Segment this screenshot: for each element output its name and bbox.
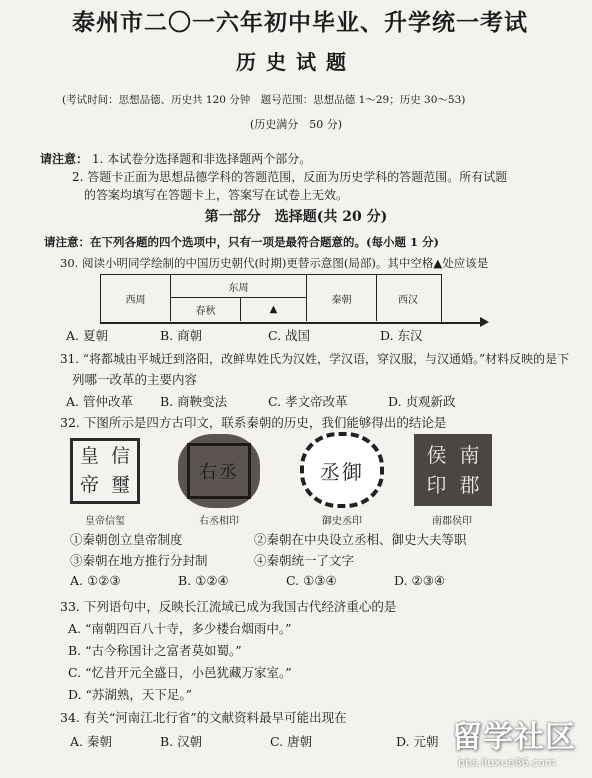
q32-statement-1: ①秦朝创立皇帝制度 <box>70 532 183 547</box>
q33-option-d[interactable]: D. “苏湖熟，天下足。” <box>68 687 193 702</box>
q31-stem-1: 31. “将都城由平城迁到洛阳，改鲜卑姓氏为汉姓，学汉语，穿汉服，与汉通婚。”材料反映的是下 <box>60 352 570 366</box>
q32-statement-2: ②秦朝在中央设立丞相、御史大夫等职 <box>254 532 467 547</box>
exam-meta: (考试时间：思想品德、历史共 120 分钟 题号范围：思想品德 1～29；历史 30～53) <box>62 94 466 106</box>
timeline-arrow-icon <box>480 317 489 327</box>
seal-glyph: 南 <box>459 443 480 467</box>
q34-option-c[interactable]: C. 唐朝 <box>270 734 313 749</box>
timeline-qin: 秦朝 <box>307 275 377 321</box>
q30-option-a[interactable]: A. 夏朝 <box>66 328 108 343</box>
q32-option-b[interactable]: B. ①②④ <box>178 573 229 588</box>
seal-huangdi-xinxi <box>70 438 140 504</box>
q33-option-c[interactable]: C. “忆昔开元全盛日，小邑犹藏万家室。” <box>68 665 292 680</box>
timeline-blank: ▲ <box>241 298 307 321</box>
q32-option-a[interactable]: A. ①②③ <box>70 573 121 588</box>
full-score: (历史满分 50 分) <box>249 118 343 131</box>
seal-caption-2: 右丞相印 <box>199 516 239 527</box>
seal-glyph: 璽 <box>110 474 130 496</box>
notice-item-2-cont: 的答案均填写在答题卡上，答案写在试卷上无效。 <box>84 188 349 202</box>
q30-stem: 30. 阅读小明同学绘制的中国历史朝代(时期)更替示意图(局部)。其中空格▲处应该是 <box>60 256 489 270</box>
q31-option-a[interactable]: A. 管仲改革 <box>66 394 133 409</box>
q31-option-d[interactable]: D. 贞观新政 <box>388 394 456 409</box>
q32-statement-4: ④秦朝统一了文字 <box>254 553 355 568</box>
seal-glyph: 丞御 <box>320 459 364 484</box>
watermark-url: bbs.liuxue86.com <box>458 756 556 769</box>
seal-yushi-chengyin <box>300 432 384 508</box>
q30-option-d[interactable]: D. 东汉 <box>380 328 423 343</box>
seal-caption-3: 御史丞印 <box>322 516 362 527</box>
timeline-chunqiu: 春秋 <box>171 298 241 321</box>
notice-item-2: 2. 答题卡正面为思想品德学科的答题范围，反面为历史学科的答题范围。所有试题 <box>72 170 508 184</box>
timeline-xihan: 西汉 <box>398 294 418 306</box>
seal-caption-4: 南郡侯印 <box>432 516 472 527</box>
seal-glyph: 皇 <box>79 445 99 467</box>
seal-glyph: 印 <box>426 473 447 497</box>
seal-nanjun-houyin <box>414 434 492 506</box>
q34-option-a[interactable]: A. 秦朝 <box>70 734 112 749</box>
q31-stem-2: 列哪一改革的主要内容 <box>72 372 198 387</box>
timeline-xizhou: 西周 <box>101 275 171 321</box>
exam-title: 泰州市二〇一六年初中毕业、升学统一考试 <box>72 9 528 36</box>
q32-option-d[interactable]: D. ②③④ <box>394 573 446 588</box>
q33-option-a[interactable]: A. “南朝四百八十寺，多少楼台烟雨中。” <box>68 621 292 636</box>
seal-caption-1: 皇帝信玺 <box>85 516 125 527</box>
notice-item-1: 1. 本试卷分选择题和非选择题两个部分。 <box>92 152 312 166</box>
seal-you-chengxiang <box>178 434 260 508</box>
seal-glyph: 侯 <box>426 443 447 467</box>
watermark-brand: 留学社区 <box>452 720 576 755</box>
subject-title: 历史试题 <box>236 50 356 74</box>
seal-glyph: 右丞 <box>187 443 251 499</box>
q31-option-b[interactable]: B. 商鞅变法 <box>160 394 228 409</box>
q34-stem: 34. 有关“河南江北行省”的文献资料最早可能出现在 <box>60 710 347 725</box>
q33-stem: 33. 下列语句中，反映长江流域已成为我国古代经济重心的是 <box>60 599 397 614</box>
q32-stem: 32. 下图所示是四方古印文，联系秦朝的历史，我们能够得出的结论是 <box>60 415 447 430</box>
q32-statement-3: ③秦朝在地方推行分封制 <box>70 553 208 568</box>
timeline-axis <box>100 322 482 324</box>
q30-option-b[interactable]: B. 商朝 <box>160 328 203 343</box>
section-instruction: 请注意：在下列各题的四个选项中，只有一项是最符合题意的。(每小题 1 分) <box>44 235 439 249</box>
q31-option-c[interactable]: C. 孝文帝改革 <box>268 394 348 409</box>
seal-glyph: 郡 <box>459 473 480 497</box>
q30-option-c[interactable]: C. 战国 <box>268 328 311 343</box>
q34-option-d[interactable]: D. 元朝 <box>396 734 439 749</box>
q32-option-c[interactable]: C. ①③④ <box>286 573 337 588</box>
seal-glyph: 帝 <box>79 474 99 496</box>
notice-label: 请注意： <box>40 152 89 166</box>
q34-option-b[interactable]: B. 汉朝 <box>160 734 203 749</box>
seal-glyph: 信 <box>110 445 130 467</box>
section-title: 第一部分 选择题(共 20 分) <box>204 209 388 225</box>
q33-option-b[interactable]: B. “古今称国计之富者莫如蜀。” <box>68 643 242 658</box>
timeline-dongzhou: 东周 <box>171 275 307 298</box>
dynasty-timeline <box>100 274 442 324</box>
